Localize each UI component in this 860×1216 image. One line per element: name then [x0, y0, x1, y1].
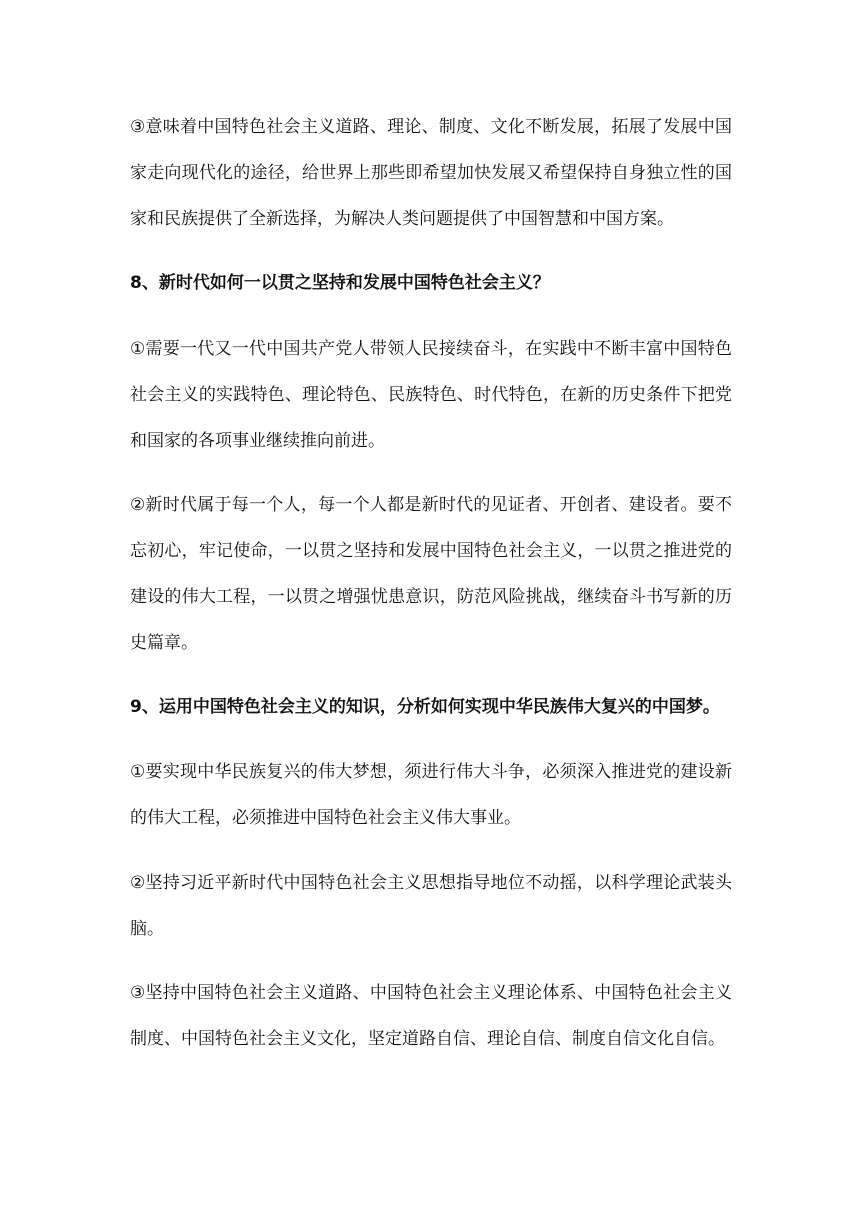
answer-paragraph: ①要实现中华民族复兴的伟大梦想，须进行伟大斗争，必须深入推进党的建设新的伟大工程，必须推进中国特色社会主义伟大事业。	[130, 762, 732, 828]
question-heading-8: 8、新时代如何一以贯之坚持和发展中国特色社会主义？	[130, 273, 550, 293]
answer-paragraph: ②坚持习近平新时代中国特色社会主义思想指导地位不动摇，以科学理论武装头脑。	[130, 873, 732, 939]
question-heading-9: 9、运用中国特色社会主义的知识，分析如何实现中华民族伟大复兴的中国梦。	[130, 697, 720, 717]
answer-paragraph: ②新时代属于每一个人，每一个人都是新时代的见证者、开创者、建设者。要不忘初心，牢记使命，一以贯之坚持和发展中国特色社会主义，一以贯之推进党的建设的伟大工程，一以贯之增强忧患意识，防范风险挑战，继续奋斗书写新的历史篇章。	[130, 495, 732, 653]
answer-paragraph: ③意味着中国特色社会主义道路、理论、制度、文化不断发展，拓展了发展中国家走向现代化的途径，给世界上那些即希望加快发展又希望保持自身独立性的国家和民族提供了全新选择，为解决人类问题提供了中国智慧和中国方案。	[130, 117, 732, 229]
answer-paragraph: ①需要一代又一代中国共产党人带领人民接续奋斗，在实践中不断丰富中国特色社会主义的实践特色、理论特色、民族特色、时代特色，在新的历史条件下把党和国家的各项事业继续推向前进。	[130, 339, 732, 451]
answer-paragraph: ③坚持中国特色社会主义道路、中国特色社会主义理论体系、中国特色社会主义制度、中国特色社会主义文化，坚定道路自信、理论自信、制度自信文化自信。	[130, 983, 732, 1049]
